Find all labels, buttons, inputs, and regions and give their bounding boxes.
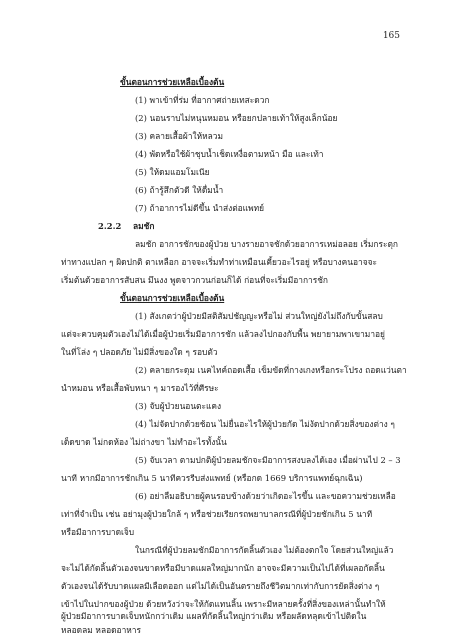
section1-item: (7) ถ้าอาการไม่ดีขึ้น นำส่งต่อแพทย์ bbox=[135, 203, 265, 213]
step-line: (5) จับเวลา ตามปกติผู้ป่วยลมชักจะมีอาการสงบลงได้เอง เมื่อผ่านไป 2 – 3 bbox=[135, 455, 401, 465]
page-number: 165 bbox=[382, 31, 400, 41]
section1-item: (6) ถ้ารู้สึกตัวดี ให้ดื่มน้ำ bbox=[135, 185, 224, 195]
section2-title: ลมชัก bbox=[133, 221, 155, 231]
section2-heading: ขั้นตอนการช่วยเหลือเบื้องต้น bbox=[120, 293, 225, 303]
section2-number: 2.2.2 bbox=[98, 221, 122, 231]
section1-item: (3) คลายเสื้อผ้าให้หลวม bbox=[135, 131, 223, 141]
closing-line: ผู้ป่วยมีอาการบาดเจ็บหนักกว่าเดิม แผลที่กัดลิ้นใหญ่กว่าเดิม หรือผลัดหลุดเข้าไปติดใน bbox=[61, 611, 367, 621]
closing-line: ในกรณีที่ผู้ป่วยลมชักมีอาการกัดลิ้นตัวเอง ไม่ต้องตกใจ โดยส่วนใหญ่แล้ว bbox=[135, 545, 394, 555]
closing-line: หลอดลม หลอดอาหาร bbox=[61, 625, 142, 635]
step-line: นาที หากมีอาการชักเกิน 5 นาทีควรรีบส่งแพทย์ (หรือกด 1669 บริการแพทย์ฉุกเฉิน) bbox=[61, 473, 363, 483]
section1-item: (5) ให้ดมแอมโมเนีย bbox=[135, 167, 210, 177]
step-line: นำหมอน หรือเสื้อพับหนา ๆ มารองไว้ที่ศีรษะ bbox=[61, 383, 219, 393]
step-line: (4) ไม่จัดปากด้วยช้อน ไม่ยื่นอะไรให้ผู้ป่วยกัด ไม่งัดปากด้วยสิ่งของต่าง ๆ bbox=[135, 419, 395, 429]
step-line: (3) จับผู้ป่วยนอนตะแคง bbox=[135, 401, 222, 411]
intro-line: เริ่มต้นด้วยอาการสับสน มึนงง พูดจาวกวนก่อนก็ได้ ก่อนที่จะเริ่มมีอาการชัก bbox=[61, 275, 329, 285]
step-line: (2) คลายกระดุม เนคไทค์ถอดเสื้อ เข็มขัดที่กางเกงหรือกระโปรง ถอดแว่นตา bbox=[135, 365, 407, 375]
step-line: (6) อย่าลืมอธิบายผู้คนรอบข้างด้วยว่าเกิดอะไรขึ้น และขอความช่วยเหลือ bbox=[135, 491, 396, 501]
step-line: แต่จะควบคุมตัวเองไม่ได้เมื่อผู้ป่วยเริ่มมีอาการชัก แล้วลงไปกองกับพื้น พยายามพาเขามาอยู่ bbox=[61, 329, 385, 339]
step-line: เด็ดขาด ไม่กดห้อง ไม่ถ่างขา ไม่ทำอะไรทั้งนั้น bbox=[61, 437, 227, 447]
step-line: เท่าที่จำเป็น เช่น อย่ามุงผู้ป่วยใกล้ ๆ หรือช่วยเรียกรถพยาบาลกรณีที่ผู้ป่วยชักเกิน 5 นาที bbox=[61, 509, 373, 519]
closing-line: จะไม่ได้กัดลิ้นตัวเองจนขาดหรือมีบาดแผลใหญ่มากนัก อาจจะมีความเป็นไปได้ที่เผลอกัดลิ้น bbox=[61, 563, 385, 573]
step-line: หรือมีอาการบาดเจ็บ bbox=[61, 527, 135, 537]
section1-item: (1) พาเข้าที่ร่ม ที่อากาศถ่ายเทสะดวก bbox=[135, 95, 270, 105]
intro-line: ท่าทางแปลก ๆ ผิดปกติ ตาเหลือก อาจจะเริ่มทำท่าเหมือนเคี้ยวอะไรอยู่ หรือบางคนอาจจะ bbox=[61, 257, 378, 267]
section1-heading: ขั้นตอนการช่วยเหลือเบื้องต้น bbox=[120, 77, 225, 87]
step-line: (1) สังเกตว่าผู้ป่วยมีสติสัมปชัญญะหรือไม่ ส่วนใหญ่ยังไม่ถึงกับขั้นสลบ bbox=[135, 311, 383, 321]
section1-item: (2) นอนราบไม่หนุนหมอน หรือยกปลายเท้าให้สูงเล็กน้อย bbox=[135, 113, 338, 123]
intro-line: ลมชัก อาการชักของผู้ป่วย บางรายอาจชักด้วยอาการเหม่อลอย เริ่มกระตุก bbox=[135, 239, 398, 249]
closing-line: เข้าไปในปากของผู้ป่วย ด้วยหวังว่าจะให้กัดแทนลิ้น เพราะมีหลายครั้งที่สิ่งของเหล่านั้นทำให้ bbox=[61, 599, 386, 609]
section1-item: (4) พัดหรือใช้ผ้าชุบน้ำเช็ดเหงื่อตามหน้า มือ และเท้า bbox=[135, 149, 324, 159]
closing-line: ตัวเองจนได้รับบาดแผลมีเลือดออก แต่ไม่ได้เป็นอันตรายถึงชีวิตมากเท่ากับการยัดสิ่งต่าง ๆ bbox=[61, 581, 380, 591]
step-line: ในที่โล่ง ๆ ปลอดภัย ไม่มีสิ่งของใด ๆ รอบตัว bbox=[61, 347, 218, 357]
